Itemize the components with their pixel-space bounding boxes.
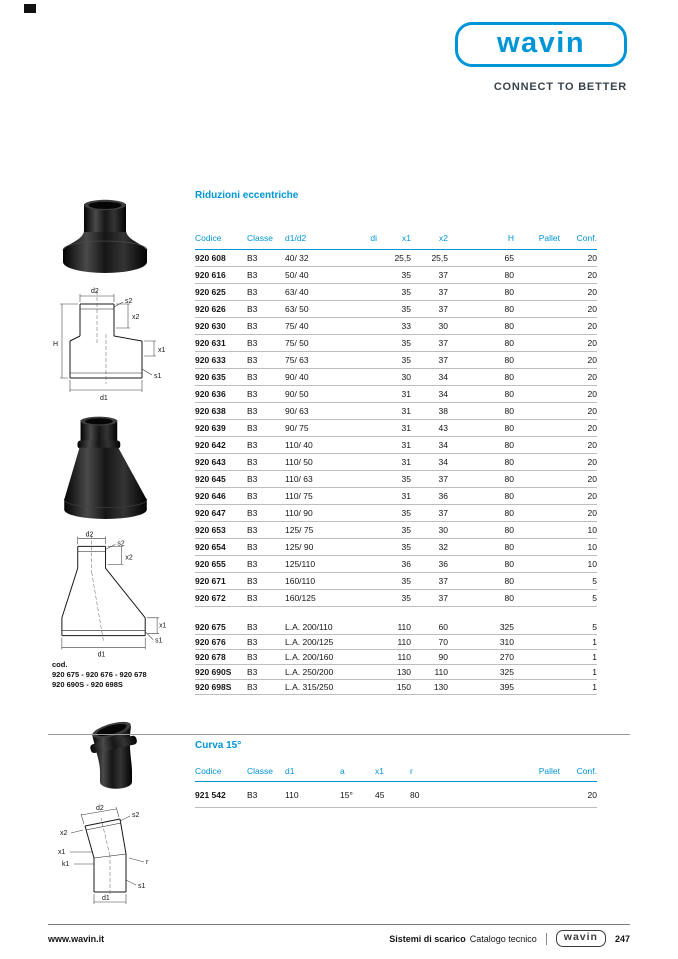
table-cell: L.A. 200/110 (285, 622, 333, 632)
riduzioni-table (195, 224, 597, 695)
table-row (195, 650, 597, 665)
table-cell: 63/ 50 (285, 304, 309, 314)
table-cell: 125/110 (285, 559, 316, 569)
table-cell: 30 (438, 525, 448, 535)
footer-right (389, 930, 630, 947)
table-cell: 35 (401, 355, 411, 365)
table-cell: 35 (401, 542, 411, 552)
table-cell: 20 (587, 389, 597, 399)
column-header: Classe (247, 233, 273, 243)
table-cell: 15° (340, 789, 353, 800)
table-cell: 25,5 (394, 253, 411, 263)
column-header: x2 (439, 233, 448, 243)
footer-url: www.wavin.it (48, 933, 105, 944)
table-cell: 35 (401, 270, 411, 280)
table-cell: 90/ 63 (285, 406, 309, 416)
table-cell: 32 (438, 542, 448, 552)
table-cell: 110 (285, 789, 299, 800)
dim-label-s1: s1 (138, 883, 146, 890)
table-cell: B3 (247, 270, 258, 280)
table-cell: 35 (401, 338, 411, 348)
table-cell: 920 646 (195, 491, 226, 501)
table-cell: 35 (401, 287, 411, 297)
table-row (195, 635, 597, 650)
table-cell: 110 (397, 622, 411, 632)
table-cell: 60 (438, 622, 448, 632)
dim-label-s1: s1 (154, 373, 162, 380)
dim-label-x2: x2 (125, 554, 133, 562)
wavin-logo-text: wavin (496, 26, 586, 59)
column-header: Classe (247, 766, 273, 776)
table-cell: 43 (438, 423, 448, 433)
table-cell: 63/ 40 (285, 287, 309, 297)
side-note-label: cod. (52, 660, 68, 669)
table-cell: B3 (247, 474, 258, 484)
table-cell: 920 647 (195, 508, 226, 518)
table-cell: 110 (397, 637, 411, 647)
table-cell: 920 678 (195, 652, 226, 662)
socket-hole (85, 418, 113, 424)
table-cell: 80 (504, 593, 514, 603)
table-cell: 80 (504, 372, 514, 382)
table-cell: B3 (247, 525, 258, 535)
footer (48, 930, 630, 947)
table-cell: B3 (247, 667, 258, 677)
table-cell: 325 (499, 667, 514, 677)
table-cell: 920 675 (195, 622, 226, 632)
table-cell: 130 (433, 682, 448, 692)
table-cell: 90 (438, 652, 448, 662)
table-cell: 35 (401, 474, 411, 484)
riduzioni-table-body-la (195, 620, 597, 695)
table-cell: 920 631 (195, 338, 226, 348)
column-header: Pallet (538, 766, 560, 776)
table-cell: 110/ 50 (285, 457, 313, 467)
table-cell: 45 (375, 789, 385, 800)
table-cell: 1 (592, 652, 597, 662)
table-cell: 37 (438, 508, 448, 518)
table-row (195, 437, 597, 454)
dim-label-d2: d2 (96, 805, 104, 812)
table-cell: 37 (438, 270, 448, 280)
registration-mark (24, 4, 36, 13)
product-photo-eccentric-reducer-long (58, 414, 152, 522)
riduzioni-table-body (195, 250, 597, 607)
table-cell: 20 (587, 789, 597, 800)
dim-label-x1: x1 (158, 347, 166, 354)
table-cell: B3 (247, 355, 258, 365)
table-cell: 80 (504, 423, 514, 433)
fitting-body (63, 249, 147, 273)
table-row (195, 454, 597, 471)
socket-collar (77, 440, 120, 448)
table-cell: 37 (438, 287, 448, 297)
table-cell: 33 (401, 321, 411, 331)
table-row (195, 556, 597, 573)
table-cell: 125/ 75 (285, 525, 314, 535)
table-row (195, 680, 597, 695)
table-cell: 80 (504, 491, 514, 501)
footer-wavin-logo (556, 930, 606, 947)
table-cell: 920 654 (195, 542, 226, 552)
column-header: a (340, 766, 345, 776)
table-cell: 36 (438, 491, 448, 501)
table-cell: 920 676 (195, 637, 226, 647)
table-cell: 110 (397, 652, 411, 662)
table-cell: L.A. 250/200 (285, 667, 334, 677)
table-cell: 20 (587, 321, 597, 331)
curva-table-header (195, 762, 597, 782)
table-cell: 130 (396, 667, 411, 677)
column-header: Pallet (538, 233, 560, 243)
footer-doc-title: Sistemi di scarico (389, 933, 466, 944)
table-cell: 920 633 (195, 355, 226, 365)
table-row (195, 267, 597, 284)
table-cell: B3 (247, 622, 258, 632)
table-cell: 80 (504, 338, 514, 348)
table-cell: 20 (587, 287, 597, 297)
footer-doc-subtitle: Catalogo tecnico (469, 933, 537, 944)
table-cell: 20 (587, 423, 597, 433)
table-cell: 38 (438, 406, 448, 416)
table-cell: B3 (247, 637, 258, 647)
dim-label-k1: k1 (62, 861, 70, 868)
column-header: d1 (285, 766, 295, 776)
table-row (195, 301, 597, 318)
table-row (195, 620, 597, 635)
table-row (195, 318, 597, 335)
section-title-curva: Curva 15° (195, 740, 242, 751)
table-row (195, 573, 597, 590)
table-cell: 80 (504, 508, 514, 518)
table-row (195, 488, 597, 505)
section-title-riduzioni: Riduzioni eccentriche (195, 190, 299, 201)
technical-drawing-bend-15deg (52, 804, 172, 908)
table-cell: 20 (587, 372, 597, 382)
wavin-logo (455, 22, 627, 67)
dim-label-d1: d1 (100, 395, 108, 402)
table-cell: 35 (401, 304, 411, 314)
table-cell: B3 (247, 287, 258, 297)
table-row (195, 420, 597, 437)
dim-label-s2: s2 (125, 298, 133, 305)
dim-label-x2: x2 (60, 830, 68, 837)
column-header: Conf. (576, 233, 597, 243)
table-cell: 110/ 75 (285, 491, 313, 501)
table-cell: B3 (247, 508, 258, 518)
section-divider (48, 734, 630, 735)
brand-tagline: CONNECT TO BETTER (493, 81, 627, 93)
table-cell: 90/ 75 (285, 423, 309, 433)
table-cell: 920 630 (195, 321, 226, 331)
table-cell: 20 (587, 253, 597, 263)
side-note-codes-2: 920 690S - 920 698S (52, 680, 123, 689)
riduzioni-table-header (195, 224, 597, 250)
table-row (195, 403, 597, 420)
table-cell: 920 608 (195, 253, 226, 263)
table-cell: 37 (438, 355, 448, 365)
table-cell: 920 672 (195, 593, 226, 603)
dim-label-d1: d1 (102, 895, 110, 902)
table-cell: 80 (504, 457, 514, 467)
table-cell: 920 626 (195, 304, 226, 314)
table-cell: 37 (438, 338, 448, 348)
table-cell: 80 (504, 389, 514, 399)
table-cell: 80 (504, 559, 514, 569)
dim-label-s1: s1 (155, 637, 163, 645)
table-cell: 31 (401, 457, 411, 467)
column-header: H (507, 233, 514, 243)
dim-label-H: H (53, 341, 59, 348)
table-row (195, 352, 597, 369)
table-cell: 125/ 90 (285, 542, 314, 552)
table-cell: 34 (438, 372, 448, 382)
dim-label-s2: s2 (132, 812, 140, 819)
table-row (195, 782, 597, 808)
table-cell: 31 (401, 491, 411, 501)
dim-label-x1: x1 (58, 849, 66, 856)
table-cell: 921 542 (195, 789, 226, 800)
table-cell: 37 (438, 593, 448, 603)
table-cell: B3 (247, 423, 258, 433)
table-cell: 37 (438, 474, 448, 484)
table-cell: 5 (592, 576, 597, 586)
table-cell: 5 (592, 622, 597, 632)
table-cell: 80 (504, 576, 514, 586)
table-cell: 36 (438, 559, 448, 569)
socket-hole (89, 202, 122, 209)
table-cell: 65 (504, 253, 514, 263)
table-cell: 20 (587, 508, 597, 518)
table-cell: B3 (247, 682, 258, 692)
technical-drawing-eccentric-reducer-long (46, 528, 170, 659)
fitting-base (64, 499, 147, 519)
table-cell: 920 653 (195, 525, 226, 535)
column-header: x1 (402, 233, 411, 243)
table-row (195, 250, 597, 267)
table-row (195, 471, 597, 488)
dim-label-d1: d1 (97, 651, 106, 659)
curva-table-body (195, 782, 597, 808)
table-cell: 110/ 40 (285, 440, 313, 450)
table-cell: B3 (247, 457, 258, 467)
table-cell: 5 (592, 593, 597, 603)
dim-label-s2: s2 (117, 540, 125, 548)
table-cell: 160/110 (285, 576, 316, 586)
table-cell: 75/ 50 (285, 338, 309, 348)
table-cell: 90/ 50 (285, 389, 309, 399)
table-row (195, 590, 597, 607)
table-cell: L.A. 315/250 (285, 682, 334, 692)
table-cell: 34 (438, 457, 448, 467)
table-cell: 20 (587, 355, 597, 365)
table-cell: 150 (396, 682, 411, 692)
table-cell: 36 (401, 559, 411, 569)
table-cell: 920 616 (195, 270, 226, 280)
table-cell: 34 (438, 440, 448, 450)
table-row (195, 335, 597, 352)
footer-separator (546, 933, 547, 945)
curva-table (195, 762, 597, 808)
table-cell: 1 (592, 682, 597, 692)
table-cell: 35 (401, 593, 411, 603)
table-cell: 20 (587, 457, 597, 467)
column-header: di (370, 233, 377, 243)
footer-divider (48, 924, 630, 925)
table-cell: 920 643 (195, 457, 226, 467)
table-cell: 25,5 (431, 253, 448, 263)
table-cell: 20 (587, 440, 597, 450)
column-header: x1 (375, 766, 384, 776)
table-cell: 75/ 63 (285, 355, 309, 365)
table-cell: B3 (247, 559, 258, 569)
table-cell: 20 (587, 474, 597, 484)
table-cell: B3 (247, 253, 258, 263)
table-cell: B3 (247, 491, 258, 501)
table-cell: 37 (438, 304, 448, 314)
table-cell: 110/ 90 (285, 508, 313, 518)
table-cell: 35 (401, 525, 411, 535)
product-photo-bend-15deg (70, 712, 160, 796)
side-note (52, 660, 147, 690)
table-cell: 31 (401, 406, 411, 416)
table-cell: L.A. 200/160 (285, 652, 334, 662)
fitting-cone (64, 448, 147, 500)
table-cell: 920 671 (195, 576, 226, 586)
table-cell: L.A. 200/125 (285, 637, 334, 647)
table-cell: 920 655 (195, 559, 226, 569)
table-cell: B3 (247, 593, 258, 603)
table-cell: 80 (410, 789, 420, 800)
table-cell: 920 638 (195, 406, 226, 416)
table-cell: 325 (499, 622, 514, 632)
table-cell: B3 (247, 321, 258, 331)
table-cell: 310 (499, 637, 514, 647)
column-header: Codice (195, 766, 222, 776)
table-row (195, 522, 597, 539)
table-cell: 80 (504, 525, 514, 535)
table-cell: 10 (587, 559, 597, 569)
table-cell: 30 (438, 321, 448, 331)
table-cell: 20 (587, 338, 597, 348)
table-cell: B3 (247, 304, 258, 314)
technical-drawing-eccentric-reducer (50, 284, 172, 404)
table-cell: 10 (587, 542, 597, 552)
table-cell: 20 (587, 304, 597, 314)
table-cell: 920 636 (195, 389, 226, 399)
table-cell: 30 (401, 372, 411, 382)
table-cell: 80 (504, 406, 514, 416)
table-cell: B3 (247, 789, 258, 800)
table-cell: B3 (247, 440, 258, 450)
table-cell: 80 (504, 542, 514, 552)
table-cell: 80 (504, 270, 514, 280)
table-cell: 80 (504, 321, 514, 331)
table-cell: 920 625 (195, 287, 226, 297)
table-cell: 395 (499, 682, 514, 692)
table-cell: 40/ 32 (285, 253, 309, 263)
table-cell: 37 (438, 576, 448, 586)
table-cell: 920 698S (195, 682, 232, 692)
table-row (195, 539, 597, 556)
table-cell: 80 (504, 287, 514, 297)
table-cell: 920 645 (195, 474, 226, 484)
table-cell: 10 (587, 525, 597, 535)
dim-label-d2: d2 (85, 531, 94, 539)
table-cell: 920 639 (195, 423, 226, 433)
table-cell: 34 (438, 389, 448, 399)
table-cell: 80 (504, 355, 514, 365)
table-cell: B3 (247, 389, 258, 399)
table-cell: 35 (401, 508, 411, 518)
table-cell: 35 (401, 576, 411, 586)
table-cell: B3 (247, 576, 258, 586)
table-cell: 31 (401, 423, 411, 433)
table-cell: B3 (247, 652, 258, 662)
table-row (195, 284, 597, 301)
table-cell: 20 (587, 406, 597, 416)
table-cell: 110/ 63 (285, 474, 313, 484)
table-cell: 1 (592, 667, 597, 677)
column-header: d1/d2 (285, 233, 307, 243)
table-cell: B3 (247, 542, 258, 552)
table-row (195, 665, 597, 680)
table-group-gap (195, 607, 597, 620)
dim-label-x1: x1 (159, 622, 167, 630)
table-row (195, 505, 597, 522)
page-number: 247 (614, 933, 630, 944)
footer-doc (389, 934, 537, 944)
side-note-codes-1: 920 675 - 920 676 - 920 678 (52, 670, 147, 679)
table-cell: 1 (592, 637, 597, 647)
table-cell: B3 (247, 372, 258, 382)
dim-label-d2: d2 (91, 288, 99, 295)
table-cell: 80 (504, 440, 514, 450)
table-cell: 160/125 (285, 593, 316, 603)
table-cell: 270 (499, 652, 514, 662)
table-cell: 50/ 40 (285, 270, 309, 280)
table-cell: 31 (401, 389, 411, 399)
table-row (195, 386, 597, 403)
table-cell: 80 (504, 474, 514, 484)
table-cell: 920 642 (195, 440, 226, 450)
table-cell: 80 (504, 304, 514, 314)
table-cell: B3 (247, 406, 258, 416)
table-cell: 920 635 (195, 372, 226, 382)
column-header: Codice (195, 233, 222, 243)
fitting-shoulder (63, 230, 147, 250)
column-header: Conf. (576, 766, 597, 776)
footer-wavin-logo-text: wavin (563, 931, 598, 943)
table-cell: 920 690S (195, 667, 232, 677)
table-row (195, 369, 597, 386)
table-cell: 70 (438, 637, 448, 647)
dim-label-r: r (146, 859, 149, 866)
dim-label-x2: x2 (132, 314, 140, 321)
table-cell: B3 (247, 338, 258, 348)
table-cell: 110 (434, 667, 448, 677)
table-cell: 31 (401, 440, 411, 450)
product-photo-eccentric-reducer-short (60, 196, 150, 280)
table-cell: 75/ 40 (285, 321, 309, 331)
table-cell: 90/ 40 (285, 372, 309, 382)
table-cell: 20 (587, 270, 597, 280)
column-header: r (410, 766, 413, 776)
table-cell: 20 (587, 491, 597, 501)
